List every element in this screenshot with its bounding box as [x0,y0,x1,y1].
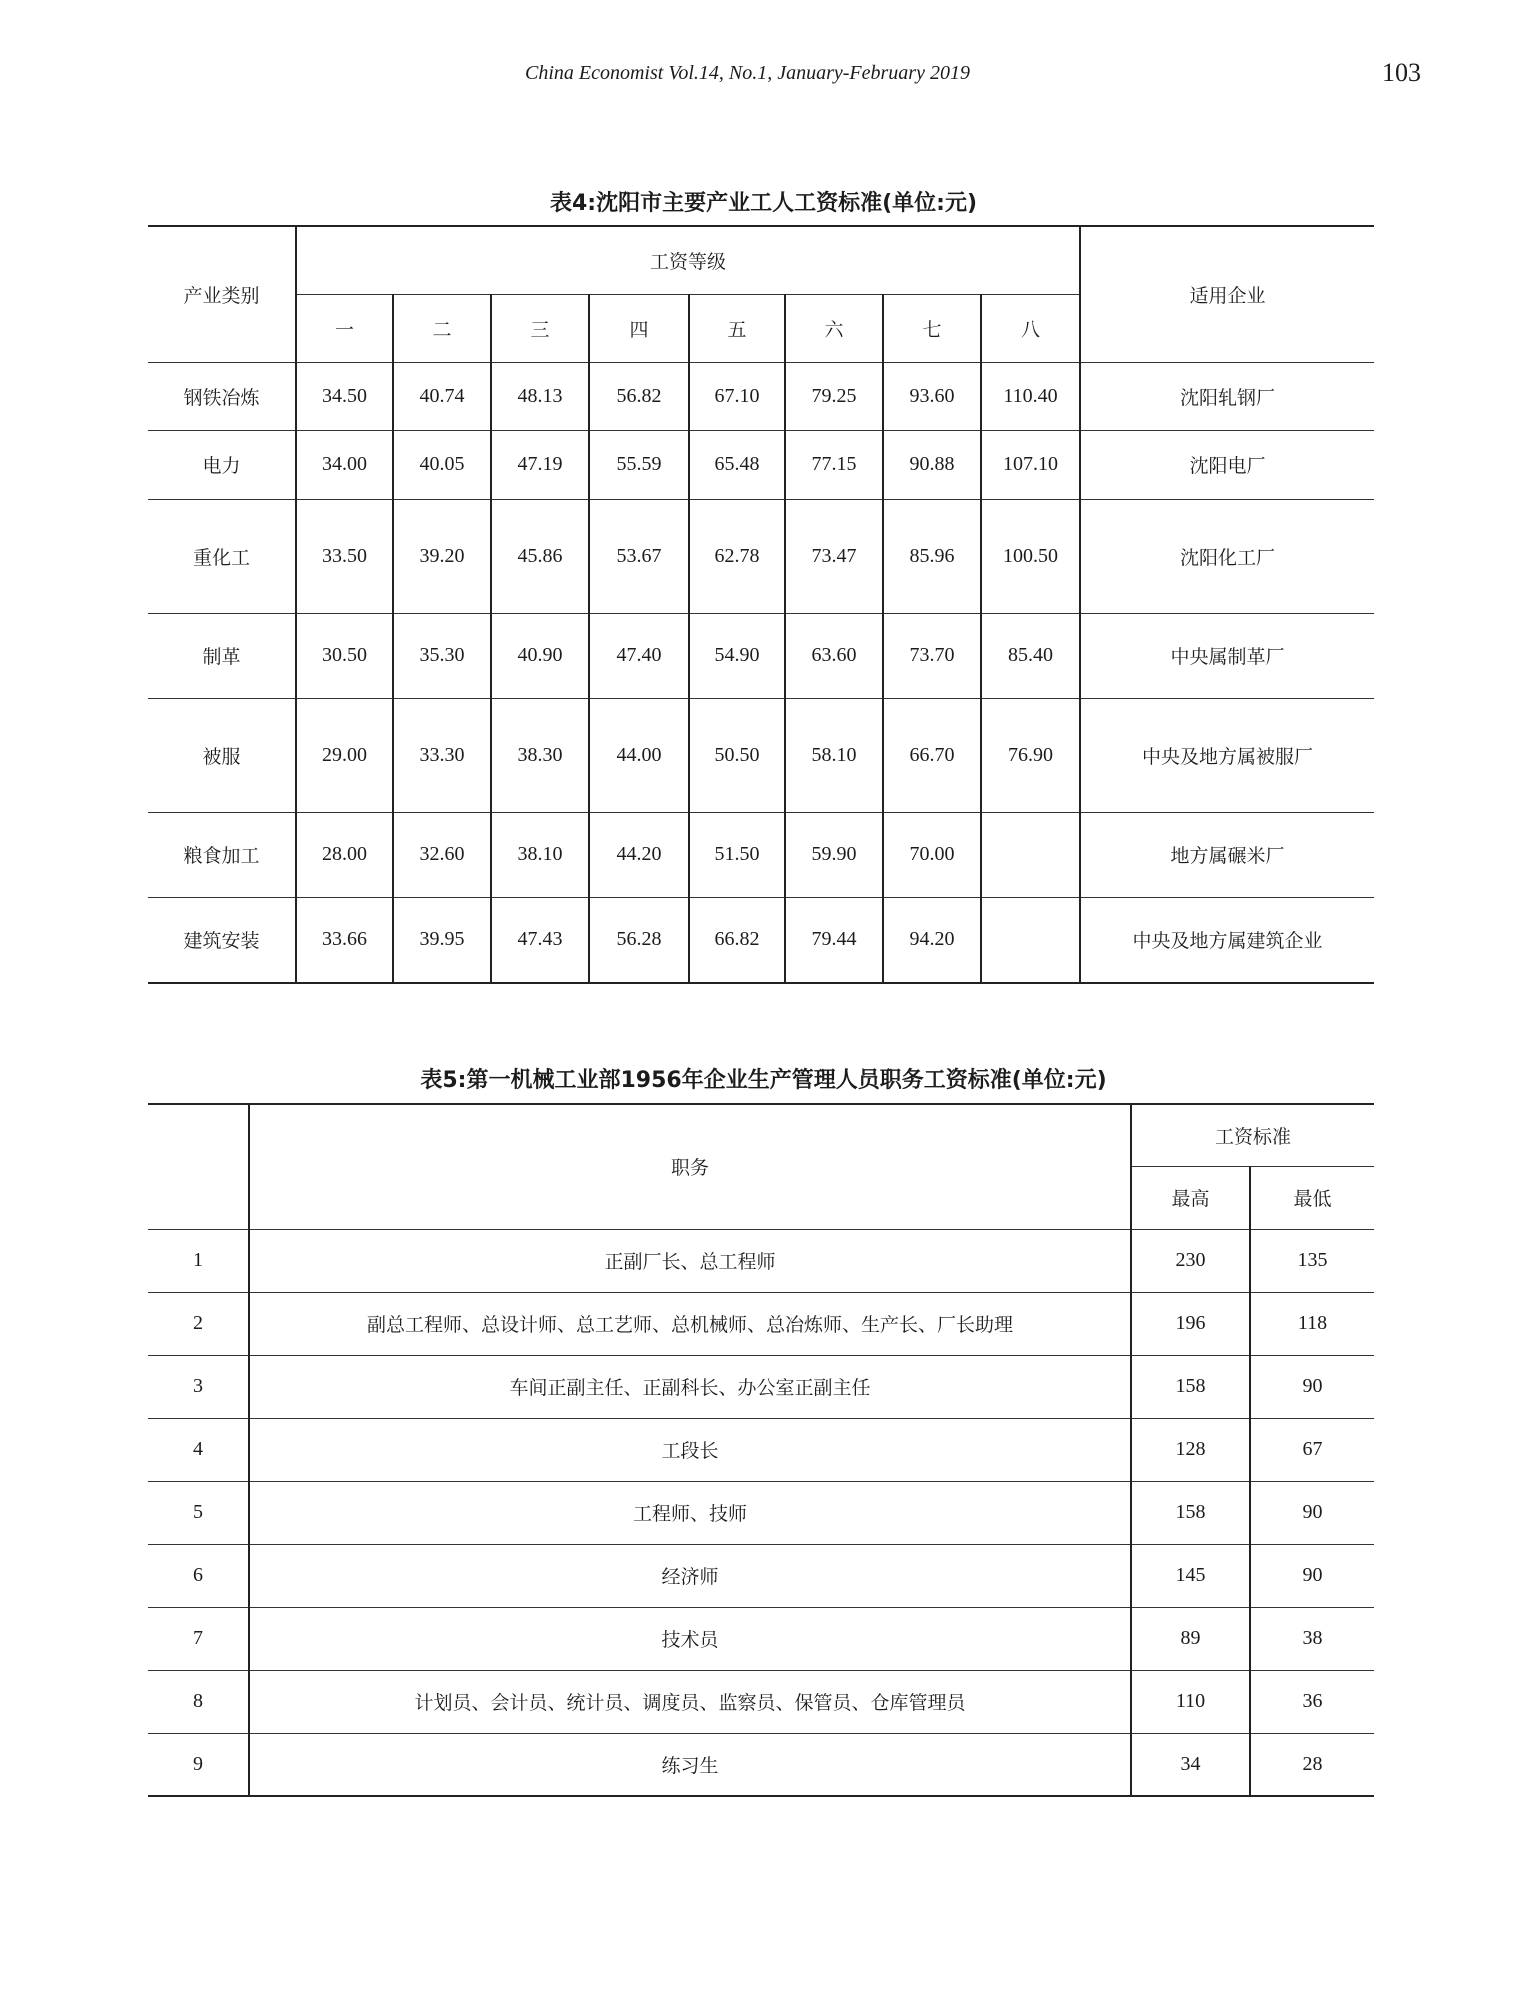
wage-cell: 34.50 [296,362,393,430]
wage-cell: 70.00 [883,812,981,897]
min-wage-cell: 38 [1250,1607,1374,1670]
min-wage-cell: 90 [1250,1544,1374,1607]
wage-cell: 39.20 [393,499,491,613]
row-number-cell: 2 [148,1292,249,1355]
wage-cell: 107.10 [981,430,1080,499]
wage-cell: 40.05 [393,430,491,499]
wage-cell: 33.50 [296,499,393,613]
wage-cell: 30.50 [296,613,393,698]
position-cell: 车间正副主任、正副科长、办公室正副主任 [249,1355,1131,1418]
table-row [148,362,1374,430]
wage-cell: 47.19 [491,430,589,499]
position-cell: 计划员、会计员、统计员、调度员、监察员、保管员、仓库管理员 [249,1670,1131,1733]
wage-cell [981,897,1080,983]
wage-cell: 45.86 [491,499,589,613]
wage-cell: 28.00 [296,812,393,897]
header-max: 最高 [1131,1166,1250,1229]
header-number [148,1104,249,1229]
min-wage-cell: 90 [1250,1355,1374,1418]
grade-header: 六 [785,294,883,362]
wage-cell: 76.90 [981,698,1080,812]
max-wage-cell: 34 [1131,1733,1250,1796]
position-cell: 副总工程师、总设计师、总工艺师、总机械师、总冶炼师、生产长、厂长助理 [249,1292,1131,1355]
table4-industry-wages [148,225,1374,984]
wage-cell: 85.40 [981,613,1080,698]
wage-cell: 33.66 [296,897,393,983]
min-wage-cell: 36 [1250,1670,1374,1733]
header-wage-standard: 工资标准 [1131,1104,1374,1166]
wage-cell: 110.40 [981,362,1080,430]
grade-header: 七 [883,294,981,362]
table-row [148,1355,1374,1418]
table-row [148,1229,1374,1292]
row-number-cell: 3 [148,1355,249,1418]
header-position: 职务 [249,1104,1131,1229]
wage-cell: 85.96 [883,499,981,613]
grade-header: 四 [589,294,689,362]
row-number-cell: 9 [148,1733,249,1796]
wage-cell: 44.00 [589,698,689,812]
row-number-cell: 6 [148,1544,249,1607]
grade-header: 二 [393,294,491,362]
wage-cell: 65.48 [689,430,785,499]
wage-cell: 29.00 [296,698,393,812]
position-cell: 经济师 [249,1544,1131,1607]
position-cell: 正副厂长、总工程师 [249,1229,1131,1292]
wage-cell: 47.43 [491,897,589,983]
max-wage-cell: 89 [1131,1607,1250,1670]
max-wage-cell: 158 [1131,1481,1250,1544]
enterprise-cell: 地方属碾米厂 [1080,812,1374,897]
wage-cell: 38.10 [491,812,589,897]
wage-cell: 58.10 [785,698,883,812]
industry-cell: 电力 [148,430,296,499]
wage-cell: 38.30 [491,698,589,812]
table5-caption: 表5:第一机械工业部1956年企业生产管理人员职务工资标准(单位:元) [420,1068,1107,1093]
header-wage-grade: 工资等级 [296,226,1080,294]
industry-cell: 被服 [148,698,296,812]
wage-cell: 73.47 [785,499,883,613]
wage-cell: 32.60 [393,812,491,897]
wage-cell: 66.82 [689,897,785,983]
wage-cell: 56.82 [589,362,689,430]
grade-header: 八 [981,294,1080,362]
industry-cell: 重化工 [148,499,296,613]
table-row [148,1481,1374,1544]
max-wage-cell: 196 [1131,1292,1250,1355]
table-row [148,499,1374,613]
min-wage-cell: 28 [1250,1733,1374,1796]
journal-title: China Economist Vol.14, No.1, January-February 2019 [525,62,970,84]
wage-cell: 67.10 [689,362,785,430]
min-wage-cell: 90 [1250,1481,1374,1544]
table-row [148,897,1374,983]
page-number: 103 [1382,58,1421,87]
position-cell: 练习生 [249,1733,1131,1796]
wage-cell: 73.70 [883,613,981,698]
industry-cell: 制革 [148,613,296,698]
wage-cell: 50.50 [689,698,785,812]
grade-header: 三 [491,294,589,362]
enterprise-cell: 中央及地方属建筑企业 [1080,897,1374,983]
industry-cell: 建筑安装 [148,897,296,983]
wage-cell: 40.90 [491,613,589,698]
wage-cell: 63.60 [785,613,883,698]
wage-cell: 79.44 [785,897,883,983]
max-wage-cell: 145 [1131,1544,1250,1607]
enterprise-cell: 沈阳化工厂 [1080,499,1374,613]
wage-cell: 55.59 [589,430,689,499]
wage-cell: 79.25 [785,362,883,430]
table-row [148,1733,1374,1796]
industry-cell: 钢铁冶炼 [148,362,296,430]
position-cell: 工程师、技师 [249,1481,1131,1544]
wage-cell: 94.20 [883,897,981,983]
table5-position-wages [148,1103,1374,1797]
wage-cell: 77.15 [785,430,883,499]
wage-cell: 56.28 [589,897,689,983]
wage-cell: 39.95 [393,897,491,983]
min-wage-cell: 135 [1250,1229,1374,1292]
table-row [148,812,1374,897]
table-row [148,1670,1374,1733]
table-row [148,1607,1374,1670]
wage-cell: 62.78 [689,499,785,613]
wage-cell: 35.30 [393,613,491,698]
table-row [148,1544,1374,1607]
table4-caption: 表4:沈阳市主要产业工人工资标准(单位:元) [549,191,977,216]
row-number-cell: 1 [148,1229,249,1292]
table-row [148,613,1374,698]
grade-header: 一 [296,294,393,362]
header-enterprise: 适用企业 [1080,226,1374,362]
wage-cell: 66.70 [883,698,981,812]
wage-cell: 47.40 [589,613,689,698]
grade-header: 五 [689,294,785,362]
wage-cell: 90.88 [883,430,981,499]
wage-cell: 93.60 [883,362,981,430]
header-min: 最低 [1250,1166,1374,1229]
max-wage-cell: 128 [1131,1418,1250,1481]
running-header [0,58,1527,98]
enterprise-cell: 沈阳轧钢厂 [1080,362,1374,430]
row-number-cell: 5 [148,1481,249,1544]
row-number-cell: 7 [148,1607,249,1670]
max-wage-cell: 110 [1131,1670,1250,1733]
position-cell: 技术员 [249,1607,1131,1670]
enterprise-cell: 沈阳电厂 [1080,430,1374,499]
wage-cell: 44.20 [589,812,689,897]
wage-cell: 53.67 [589,499,689,613]
enterprise-cell: 中央属制革厂 [1080,613,1374,698]
wage-cell [981,812,1080,897]
industry-cell: 粮食加工 [148,812,296,897]
min-wage-cell: 67 [1250,1418,1374,1481]
table-row [148,1418,1374,1481]
wage-cell: 40.74 [393,362,491,430]
wage-cell: 54.90 [689,613,785,698]
enterprise-cell: 中央及地方属被服厂 [1080,698,1374,812]
row-number-cell: 8 [148,1670,249,1733]
table-row [148,430,1374,499]
max-wage-cell: 230 [1131,1229,1250,1292]
wage-cell: 48.13 [491,362,589,430]
row-number-cell: 4 [148,1418,249,1481]
header-industry: 产业类别 [148,226,296,362]
wage-cell: 33.30 [393,698,491,812]
min-wage-cell: 118 [1250,1292,1374,1355]
wage-cell: 34.00 [296,430,393,499]
wage-cell: 100.50 [981,499,1080,613]
wage-cell: 51.50 [689,812,785,897]
position-cell: 工段长 [249,1418,1131,1481]
table-row [148,1292,1374,1355]
max-wage-cell: 158 [1131,1355,1250,1418]
wage-cell: 59.90 [785,812,883,897]
table-row [148,698,1374,812]
